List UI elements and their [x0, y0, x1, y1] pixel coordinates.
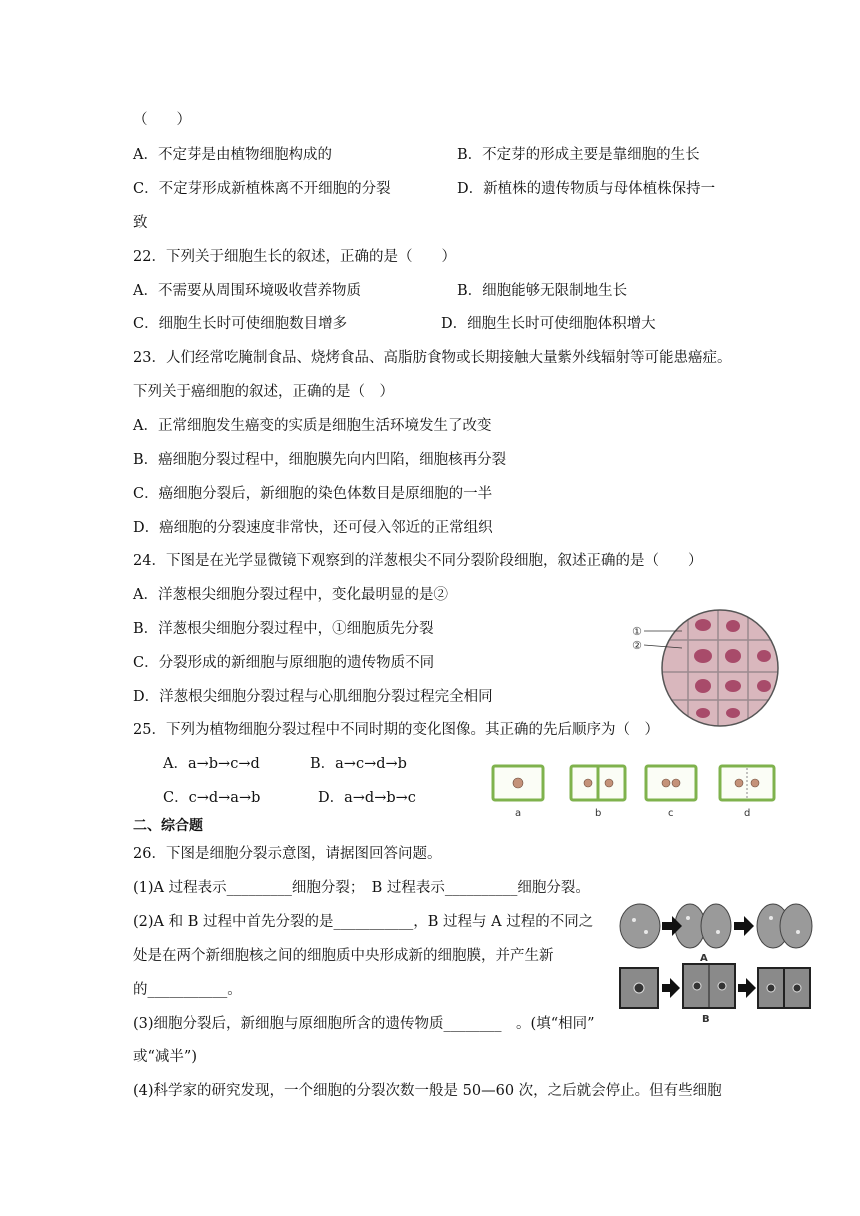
- cell-division-figure: [618, 898, 813, 1028]
- question-24: 24．下图是在光学显微镜下观察到的洋葱根尖不同分裂阶段细胞，叙述正确的是（ ）: [133, 553, 703, 569]
- stage-label-a: a: [515, 808, 522, 819]
- option-d-cont: 致: [133, 215, 148, 231]
- option-c: C．不定芽形成新植株离不开细胞的分裂: [133, 181, 391, 197]
- option-d: D．新植株的遗传物质与母体植株保持一: [457, 181, 716, 197]
- micrograph-label-1: ①: [632, 625, 642, 638]
- q26-part-1: (1)A 过程表示_________细胞分裂； B 过程表示__________细胞分裂。: [133, 880, 590, 896]
- q24-option-d: D．洋葱根尖细胞分裂过程与心肌细胞分裂过程完全相同: [133, 689, 493, 705]
- q23-option-c: C．癌细胞分裂后，新细胞的染色体数目是原细胞的一半: [133, 486, 493, 502]
- q25-option-b: B．a→c→d→b: [310, 756, 407, 772]
- q23-option-b: B．癌细胞分裂过程中，细胞膜先向内凹陷，细胞核再分裂: [133, 452, 507, 468]
- q25-option-d: D．a→d→b→c: [318, 790, 416, 806]
- q24-option-c: C．分裂形成的新细胞与原细胞的遗传物质不同: [133, 655, 435, 671]
- q24-option-a: A．洋葱根尖细胞分裂过程中，变化最明显的是②: [133, 587, 448, 603]
- question-22: 22．下列关于细胞生长的叙述，正确的是（ ）: [133, 249, 456, 265]
- arrow-icon: [738, 978, 756, 998]
- answer-bracket: （ ）: [133, 112, 191, 128]
- q24-option-b: B．洋葱根尖细胞分裂过程中，①细胞质先分裂: [133, 621, 434, 637]
- question-23-line2: 下列关于癌细胞的叙述，正确的是（ ）: [133, 384, 394, 400]
- plant-cell-stages-figure: [488, 762, 783, 822]
- question-25: 25．下列为植物细胞分裂过程中不同时期的变化图像。其正确的先后顺序为（ ）: [133, 722, 659, 738]
- q22-option-a: A．不需要从周围环境吸收营养物质: [133, 283, 361, 299]
- q26-part-2-line2: 处是在两个新细胞核之间的细胞质中央形成新的细胞膜，并产生新: [133, 948, 554, 964]
- q23-option-d: D．癌细胞的分裂速度非常快，还可侵入邻近的正常组织: [133, 520, 493, 536]
- q26-part-2-line3: 的___________。: [133, 982, 242, 998]
- question-23-line1: 23．人们经常吃腌制食品、烧烤食品、高脂肪食物或长期接触大量紫外线辐射等可能患癌症。: [133, 350, 732, 366]
- q25-option-c: C．c→d→a→b: [163, 790, 261, 806]
- section-heading: 二、综合题: [133, 818, 203, 834]
- q22-option-d: D．细胞生长时可使细胞体积增大: [441, 316, 656, 332]
- stage-label-d: d: [744, 808, 751, 819]
- q25-option-a: A．a→b→c→d: [163, 756, 260, 772]
- process-label-a: A: [700, 953, 708, 964]
- q22-option-b: B．细胞能够无限制地生长: [457, 283, 628, 299]
- q26-part-2-line1: (2)A 和 B 过程中首先分裂的是___________，B 过程与 A 过程的不同之: [133, 914, 594, 930]
- arrow-icon: [662, 978, 680, 998]
- arrow-icon: [734, 916, 754, 936]
- stage-label-c: c: [668, 808, 674, 819]
- q22-option-c: C．细胞生长时可使细胞数目增多: [133, 316, 348, 332]
- option-a: A．不定芽是由植物细胞构成的: [133, 147, 332, 163]
- q23-option-a: A．正常细胞发生癌变的实质是细胞生活环境发生了改变: [133, 418, 492, 434]
- q26-part-3-line1: (3)细胞分裂后，新细胞与原细胞所含的遗传物质________ 。(填“相同”: [133, 1016, 595, 1032]
- q26-part-3-line2: 或“减半”): [133, 1049, 197, 1065]
- option-b: B．不定芽的形成主要是靠细胞的生长: [457, 147, 700, 163]
- process-label-b: B: [702, 1014, 710, 1025]
- question-26: 26．下图是细胞分裂示意图，请据图回答问题。: [133, 846, 442, 862]
- onion-root-tip-micrograph: [630, 600, 780, 740]
- stage-label-b: b: [595, 808, 602, 819]
- q26-part-4: (4)科学家的研究发现，一个细胞的分裂次数一般是 50—60 次，之后就会停止。但有些细胞: [133, 1083, 722, 1099]
- micrograph-label-2: ②: [632, 639, 642, 652]
